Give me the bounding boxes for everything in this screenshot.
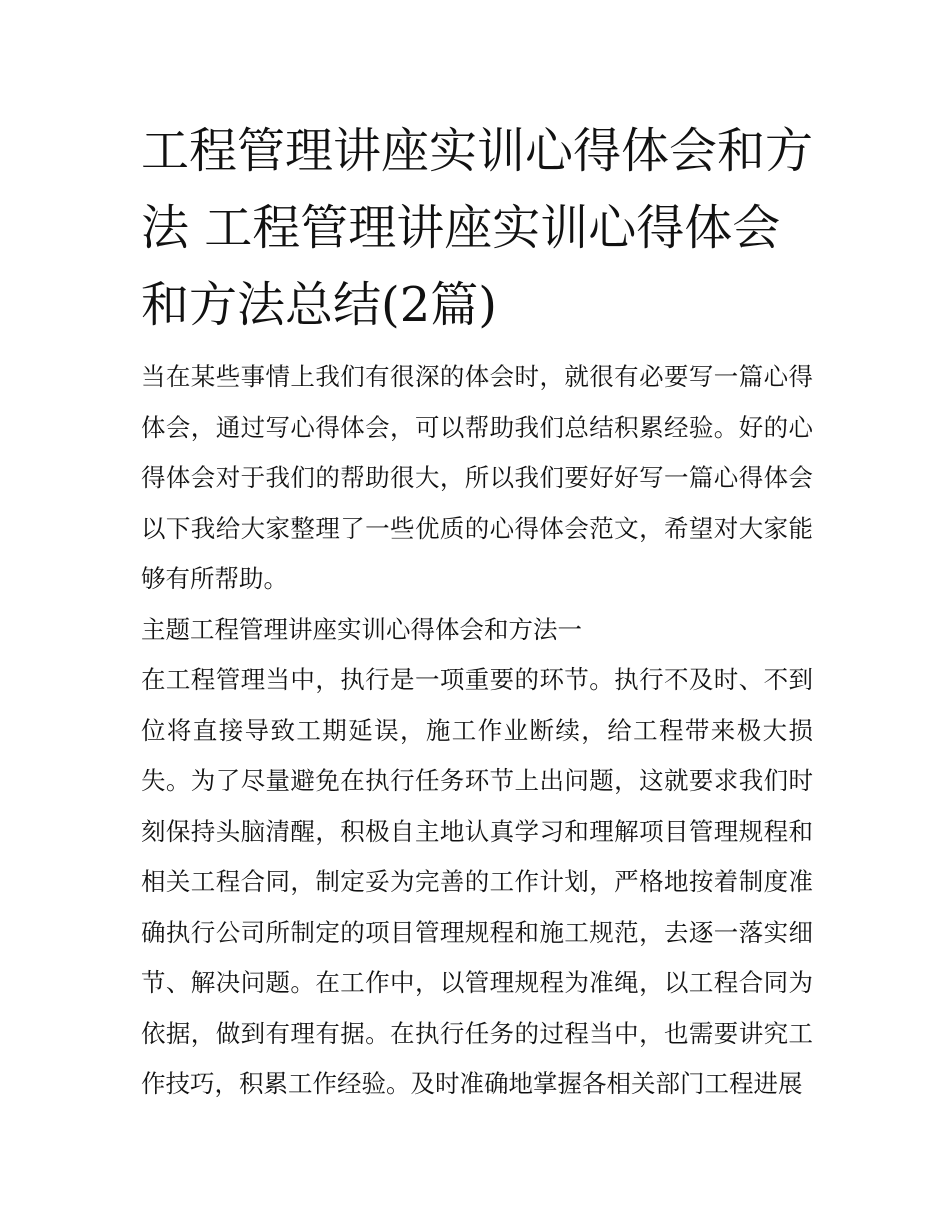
document-page xyxy=(141,113,813,1110)
intro-paragraph: 当在某些事情上我们有很深的体会时，就很有必要写一篇心得体会，通过写心得体会，可以帮助我们总结积累经验。好的心得体会对于我们的帮助很大，所以我们要好好写一篇心得体会以下我给大家整理了一些优质的心得体会范文，希望对大家能够有所帮助。 xyxy=(141,362,813,593)
document-title: 工程管理讲座实训心得体会和方法 工程管理讲座实训心得体会和方法总结(2篇) xyxy=(141,123,814,333)
body-paragraph: 在工程管理当中，执行是一项重要的环节。执行不及时、不到位将直接导致工期延误，施工作业断续，给工程带来极大损失。为了尽量避免在执行任务环节上出问题，这就要求我们时刻保持头脑清醒，积极自主地认真学习和理解项目管理规程和相关工程合同，制定妥为完善的工作计划，严格地按着制度准确执行公司所制定的项目管理规程和施工规范，去逐一落实细节、解决问题。在工作中，以管理规程为准绳，以工程合同为依据，做到有理有据。在执行任务的过程当中，也需要讲究工作技巧，积累工作经验。及时准确地掌握各相关部门工程进展 xyxy=(141,665,813,1098)
section-heading: 主题工程管理讲座实训心得体会和方法一 xyxy=(141,614,582,644)
